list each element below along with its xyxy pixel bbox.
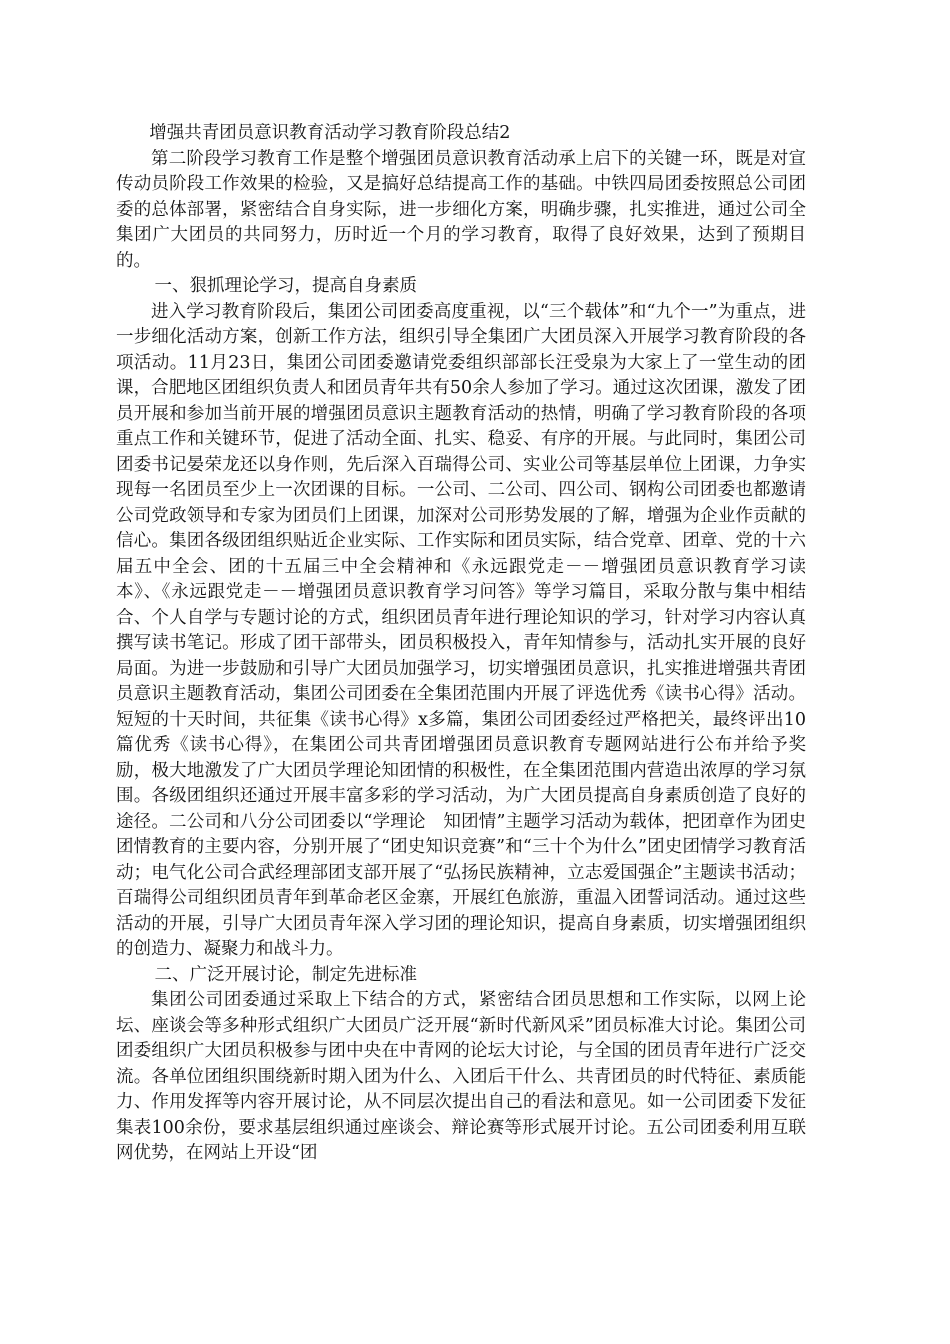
section-1-paragraph: 进入学习教育阶段后，集团公司团委高度重视，以“三个载体”和“九个一”为重点，进一步细化活动方案，创新工作方法，组织引导全集团广大团员深入开展学习教育阶段的各项活动。11月23日，集团公司团委邀请党委组织部部长汪受泉为大家上了一堂生动的团课，合肥地区团组织负责人和团员青年共有50余人参加了学习。通过这次团课，激发了团员开展和参加当前开展的增强团员意识主题教育活动的热情，明确了学习教育阶段的各项重点工作和关键环节，促进了活动全面、扎实、稳妥、有序的开展。与此同时，集团公司团委书记晏荣龙还以身作则，先后深入百瑞得公司、实业公司等基层单位上团课，力争实现每一名团员至少上一次团课的目标。一公司、二公司、四公司、钢构公司团委也都邀请公司党政领导和专家为团员们上团课，加深对公司形势发展的了解，增强为企业作贡献的信心。集团各级团组织贴近企业实际、工作实际和团员实际，结合党章、团章、党的十六届五中全会、团的十五届三中全会精神和《永远跟党走－－增强团员意识教育学习读本》、《永远跟党走－－增强团员意识教育学习问答》等学习篇目，采取分散与集中相结合、个人自学与专题讨论的方式，组织团员青年进行理论知识的学习，针对学习内容认真撰写读书笔记。形成了团干部带头，团员积极投入，青年知情参与，活动扎实开展的良好局面。为进一步鼓励和引导广大团员加强学习，切实增强团员意识，扎实推进增强共青团员意识主题教育活动，集团公司团委在全集团范围内开展了评选优秀《读书心得》活动。短短的十天时间，共征集《读书心得》x多篇，集团公司团委经过严格把关，最终评出10篇优秀《读书心得》，在集团公司共青团增强团员意识教育专题网站进行公布并给予奖励，极大地激发了广大团员学理论知团情的积极性，在全集团范围内营造出浓厚的学习氛围。各级团组织还通过开展丰富多彩的学习活动，为广大团员提高自身素质创造了良好的途径。二公司和八分公司团委以“学理论 知团情”主题学习活动为载体，把团章作为团史团情教育的主要内容，分别开展了“团史知识竞赛”和“三十个为什么”团史团情学习教育活动；电气化公司合武经理部团支部开展了“弘扬民族精神，立志爱国强企”主题读书活动；百瑞得公司组织团员青年到革命老区金寨，开展红色旅游，重温入团誓词活动。通过这些活动的开展，引导广大团员青年深入学习团的理论知识，提高自身素质，切实增强团组织的创造力、凝聚力和战斗力。 [116, 301, 806, 959]
section-2-heading: 二、广泛开展讨论，制定先进标准 [154, 964, 417, 985]
intro-paragraph: 第二阶段学习教育工作是整个增强团员意识教育活动承上启下的关键一环，既是对宣传动员阶段工作效果的检验，又是搞好总结提高工作的基础。中铁四局团委按照总公司团委的总体部署，紧密结合自身实际，进一步细化方案，明确步骤，扎实推进，通过公司全集团广大团员的共同努力，历时近一个月的学习教育，取得了良好效果，达到了预期目的。 [116, 148, 806, 271]
section-2-paragraph: 集团公司团委通过采取上下结合的方式，紧密结合团员思想和工作实际，以网上论坛、座谈会等多种形式组织广大团员广泛开展“新时代新风采”团员标准大讨论。集团公司团委组织广大团员积极参与团中央在中青网的论坛大讨论，与全国的团员青年进行广泛交流。各单位团组织围绕新时期入团为什么、入团后干什么、共青团员的时代特征、素质能力、作用发挥等内容开展讨论，从不同层次提出自己的看法和意见。如一公司团委下发征集表100余份，要求基层组织通过座谈会、辩论赛等形式展开讨论。五公司团委利用互联网优势，在网站上开设“团 [116, 990, 806, 1163]
document-title: 增强共青团员意识教育活动学习教育阶段总结2 [149, 123, 511, 143]
document-body [116, 121, 806, 1167]
section-1-heading: 一、狠抓理论学习，提高自身素质 [154, 276, 417, 296]
